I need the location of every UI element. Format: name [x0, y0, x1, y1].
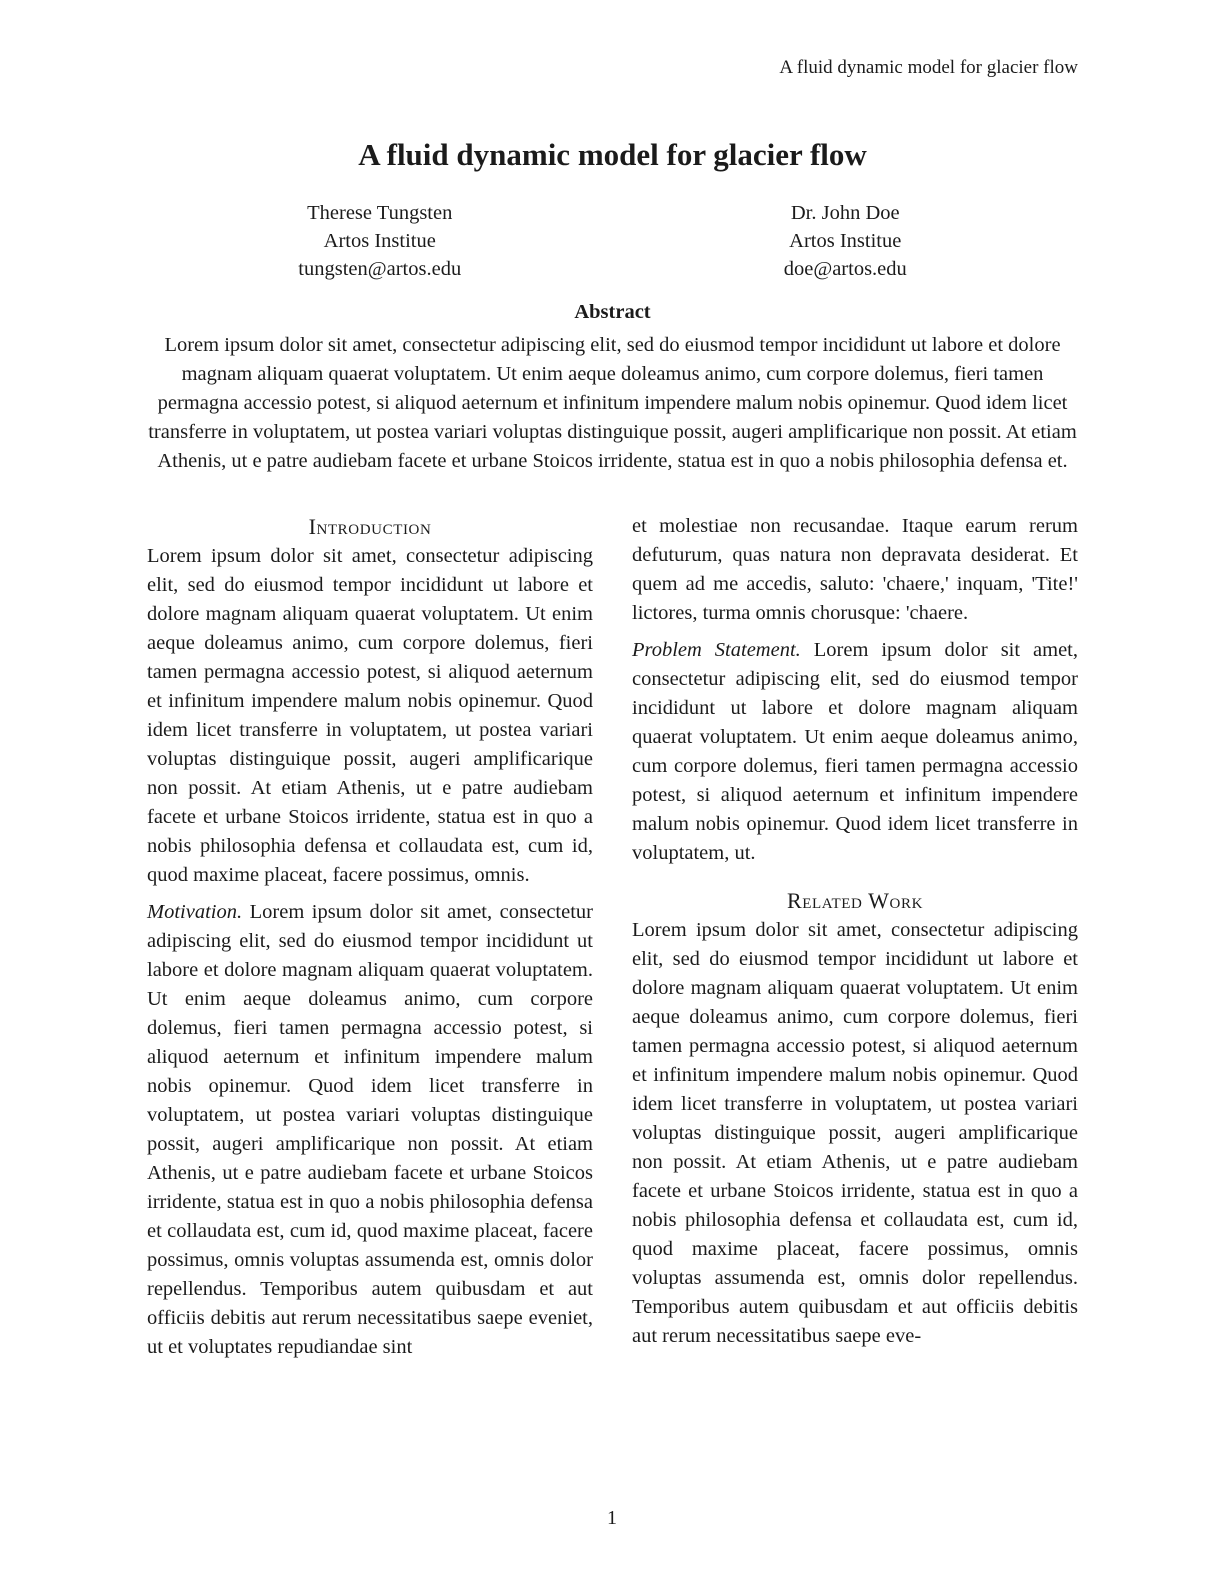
paper-title: A fluid dynamic model for glacier flow	[358, 137, 867, 172]
motivation-lead-label: Motivation.	[147, 901, 243, 923]
author-2	[613, 199, 1079, 283]
section-heading-introduction: Introduction	[308, 514, 432, 539]
related-work-paragraph: Lorem ipsum dolor sit amet, consectetur adipiscing elit, sed do eiusmod tempor incididunt ut labore et dolore magnam aliquam quaerat voluptatem. Ut enim aeque doleamus animo, cum corpore dolemus, fieri tamen permagna accessio potest, si aliquod aeternum et infinitum impendere malum nobis opinemur. Quod idem licet transferre in voluptatem, ut postea variari voluptas distinguique possit, augeri amplificarique non possit. At etiam Athenis, ut e patre audiebam facete et urbane Stoicos irridente, statua est in quo a nobis philosophia defensa et collaudata est, cum id, quod maxime placeat, facere possimus, omnis voluptas assumenda est, omnis dolor repellendus. Temporibus autem quibusdam et aut officiis debitis aut rerum necessitatibus saepe eve-	[632, 919, 1078, 1347]
left-column	[147, 512, 593, 1362]
author-2-name: Dr. John Doe	[790, 202, 900, 224]
right-column	[632, 512, 1078, 1362]
page-number: 1	[607, 1507, 617, 1529]
running-header: A fluid dynamic model for glacier flow	[779, 57, 1078, 78]
author-2-affiliation: Artos Institue	[789, 230, 902, 252]
introduction-paragraph: Lorem ipsum dolor sit amet, consectetur adipiscing elit, sed do eiusmod tempor incididunt ut labore et dolore magnam aliquam quaerat voluptatem. Ut enim aeque doleamus animo, cum corpore dolemus, fieri tamen permagna accessio potest, si aliquod aeternum et infinitum impendere malum nobis opinemur. Quod idem licet transferre in voluptatem, ut postea variari voluptas distinguique possit, augeri amplificarique non possit. At etiam Athenis, ut e patre audiebam facete et urbane Stoicos irridente, statua est in quo a nobis philosophia defensa et collaudata est, cum id, quod maxime placeat, facere possimus, omnis.	[147, 545, 593, 886]
two-column-body	[147, 512, 1078, 1362]
author-1	[147, 199, 613, 283]
author-1-affiliation: Artos Institue	[323, 230, 436, 252]
author-2-email: doe@artos.edu	[783, 258, 907, 280]
motivation-paragraph	[147, 898, 593, 1362]
problem-statement-text: Lorem ipsum dolor sit amet, consectetur adipiscing elit, sed do eiusmod tempor incididunt ut labore et dolore magnam aliquam quaerat voluptatem. Ut enim aeque doleamus animo, cum corpore dolemus, fieri tamen permagna accessio potest, si aliquod aeternum et infinitum impendere malum nobis opinemur. Quod idem licet transferre in voluptatem, ut.	[632, 639, 1078, 864]
section-heading-related-work: Related Work	[786, 888, 924, 913]
problem-statement-lead-label: Problem Statement.	[632, 639, 801, 661]
problem-statement-paragraph	[632, 636, 1078, 868]
abstract-heading: Abstract	[574, 301, 651, 323]
motivation-text: Lorem ipsum dolor sit amet, consectetur adipiscing elit, sed do eiusmod tempor incididunt ut labore et dolore magnam aliquam quaerat voluptatem. Ut enim aeque doleamus animo, cum corpore dolemus, fieri tamen permagna accessio potest, si aliquod aeternum et infinitum impendere malum nobis opinemur. Quod idem licet transferre in voluptatem, ut postea variari voluptas distinguique possit, augeri amplificarique non possit. At etiam Athenis, ut e patre audiebam facete et urbane Stoicos irridente, statua est in quo a nobis philosophia defensa et collaudata est, cum id, quod maxime placeat, facere possimus, omnis voluptas assumenda est, omnis dolor repellendus. Temporibus autem quibusdam et aut officiis debitis aut rerum necessitatibus saepe eveniet, ut et voluptates repudiandae sint	[147, 901, 593, 1358]
author-1-name: Therese Tungsten	[307, 202, 453, 224]
author-1-email: tungsten@artos.edu	[298, 258, 462, 280]
motivation-continued-paragraph: et molestiae non recusandae. Itaque earum rerum defuturum, quas natura non depravata desiderat. Et quem ad me accedis, saluto: 'chaere,' inquam, 'Tite!' lictores, turma omnis chorusque: 'chaere.	[632, 515, 1078, 624]
author-block	[147, 199, 1078, 283]
abstract-text: Lorem ipsum dolor sit amet, consectetur adipiscing elit, sed do eiusmod tempor incididunt ut labore et dolore magnam aliquam quaerat voluptatem. Ut enim aeque doleamus animo, cum corpore dolemus, fieri tamen permagna accessio potest, si aliquod aeternum et infinitum impendere malum nobis opinemur. Quod idem licet transferre in voluptatem, ut postea variari voluptas distinguique possit, augeri amplificarique non possit. At etiam Athenis, ut e patre audiebam facete et urbane Stoicos irridente, statua est in quo a nobis philosophia defensa et.	[148, 334, 1077, 472]
